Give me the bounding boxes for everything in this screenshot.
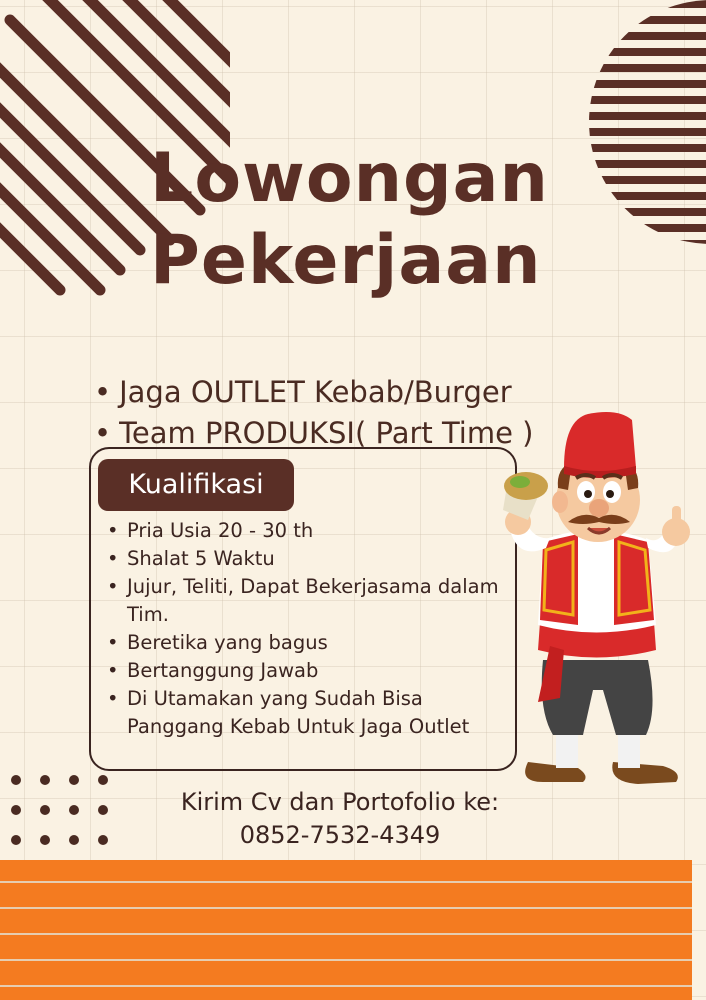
positions-list	[94, 372, 533, 454]
qualification-item: • Jujur, Teliti, Dapat Bekerjasama dalam Tim.	[107, 573, 507, 629]
orange-stripes-decoration	[0, 860, 692, 1000]
striped-circle-decoration	[576, 0, 706, 250]
dot-grid-decoration	[4, 770, 124, 850]
position-item: • Team PRODUKSI( Part Time )	[94, 413, 533, 454]
qualification-item: • Bertanggung Jawab	[107, 657, 507, 685]
poster-title	[150, 138, 549, 302]
qualification-item: • Pria Usia 20 - 30 th	[107, 517, 507, 545]
qualifications-heading: Kualifikasi	[98, 459, 294, 511]
qualification-item: • Shalat 5 Waktu	[107, 545, 507, 573]
qualifications-list	[107, 517, 507, 741]
contact-label: Kirim Cv dan Portofolio ke:	[180, 788, 500, 816]
qualification-item: • Di Utamakan yang Sudah Bisa Panggang Kebab Untuk Jaga Outlet	[107, 685, 507, 741]
position-item: • Jaga OUTLET Kebab/Burger	[94, 372, 533, 413]
kebab-chef-illustration	[498, 410, 698, 790]
qualification-item: • Beretika yang bagus	[107, 629, 507, 657]
title-line-1: Lowongan	[150, 139, 549, 218]
title-line-2: Pekerjaan	[150, 221, 542, 300]
contact-info	[120, 786, 560, 852]
contact-phone: 0852-7532-4349	[239, 821, 441, 849]
